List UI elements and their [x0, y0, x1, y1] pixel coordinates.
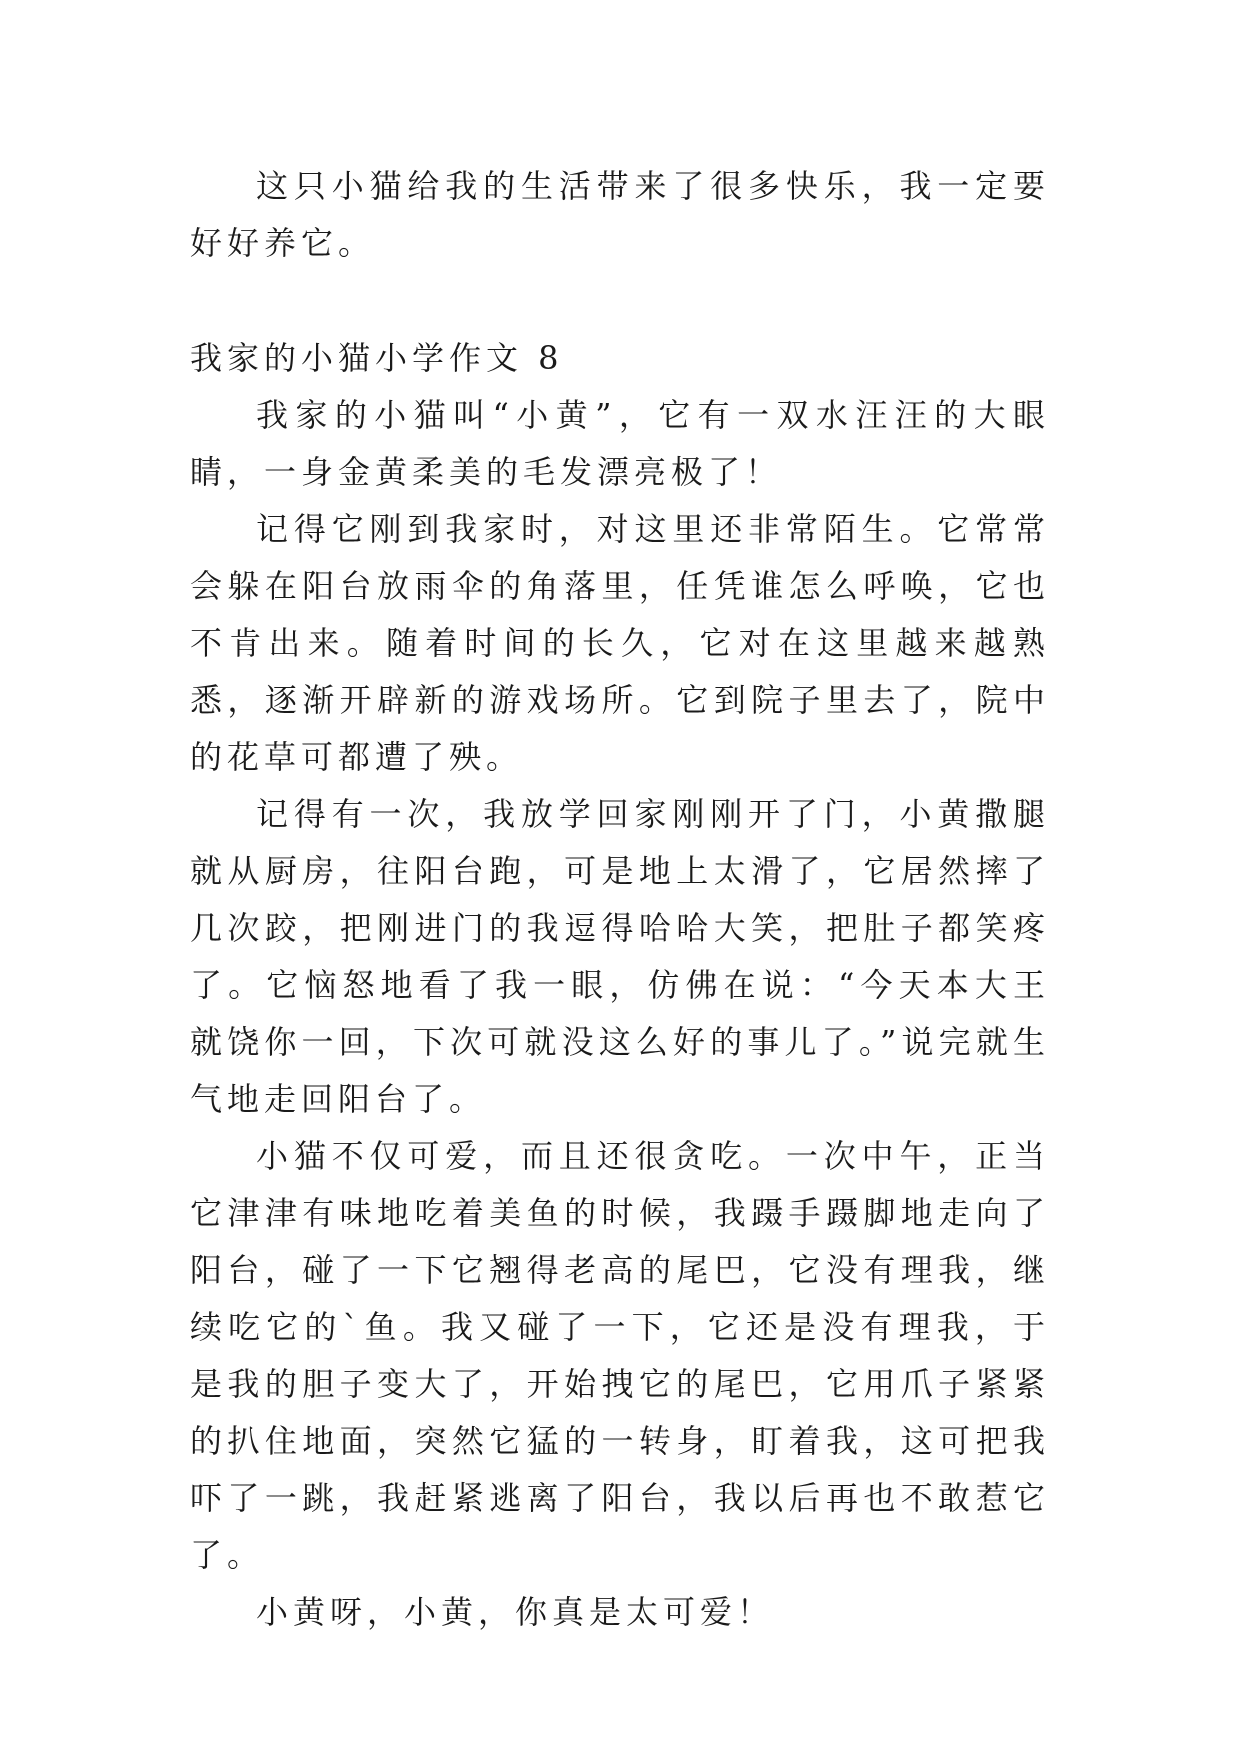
essay-paragraph-3: 记得有一次，我放学回家刚刚开了门，小黄撒腿就从厨房，往阳台跑，可是地上太滑了，它居然摔了几次跤，把刚进门的我逗得哈哈大笑，把肚子都笑疼了。它恼怒地看了我一眼，仿佛在说：“今天本大王就饶你一回，下次可就没这么好的事儿了。”说完就生气地走回阳台了。 — [190, 795, 1050, 1118]
intro-section — [190, 158, 1050, 272]
essay-section — [190, 330, 1050, 1641]
essay-title: 我家的小猫小学作文 8 — [190, 339, 564, 377]
essay-paragraph-2: 记得它刚到我家时，对这里还非常陌生。它常常会躲在阳台放雨伞的角落里，任凭谁怎么呼唤，它也不肯出来。随着时间的长久，它对在这里越来越熟悉，逐渐开辟新的游戏场所。它到院子里去了，院中的花草可都遭了殃。 — [190, 510, 1050, 776]
essay-paragraph-5: 小黄呀，小黄，你真是太可爱！ — [256, 1593, 775, 1631]
intro-paragraph: 这只小猫给我的生活带来了很多快乐，我一定要好好养它。 — [190, 167, 1050, 262]
essay-paragraph-1: 我家的小猫叫“小黄”，它有一双水汪汪的大眼睛，一身金黄柔美的毛发漂亮极了！ — [190, 396, 1050, 491]
essay-paragraph-4: 小猫不仅可爱，而且还很贪吃。一次中午，正当它津津有味地吃着美鱼的时候，我蹑手蹑脚地走向了阳台，碰了一下它翘得老高的尾巴，它没有理我，继续吃它的`鱼。我又碰了一下，它还是没有理我，于是我的胆子变大了，开始拽它的尾巴，它用爪子紧紧的扒住地面，突然它猛的一转身，盯着我，这可把我吓了一跳，我赶紧逃离了阳台，我以后再也不敢惹它了。 — [190, 1137, 1050, 1574]
